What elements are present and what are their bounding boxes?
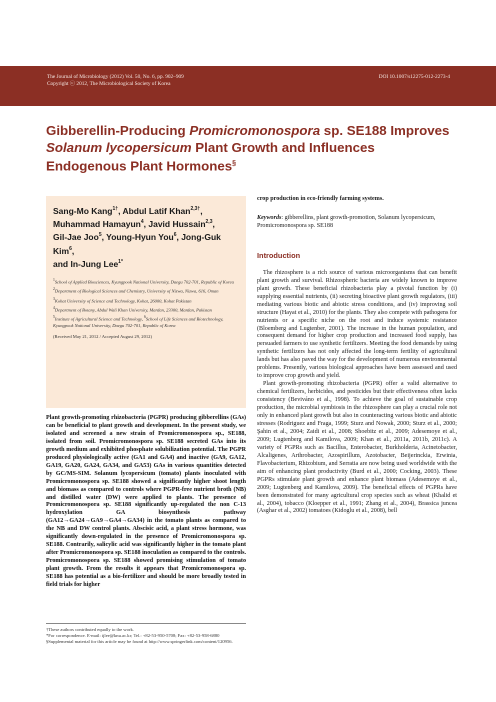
author-name: , Young-Hyun You (101, 232, 174, 243)
author-mark: 1† (112, 206, 119, 212)
affil-text: Kohat University of Science and Technology, Kohat, 26000, Kohat Pakistan (54, 298, 192, 304)
affil-text: School of Applied Biosciences, Kyungpook National University, Daegu 702-701, Republic of Korea (54, 279, 234, 285)
author-name: , Javid Hussain (143, 219, 206, 230)
affiliation (53, 315, 239, 328)
paragraph: The rhizosphere is a rich source of various microorganisms that can benefit plant growth and survival. Rhizospheric bacteria are widely known to improve plant growth. These beneficial rhizobacteria play a pivotal function by (i) supplying essential nutrients, (ii) secreting bioactive plant growth regulators, (iii) mediating various biotic and abiotic stress conditions, and (iv) improving soil structure (Hayat et al., 2010) for the plants. They also compete with pathogens for nutrients or a specific niche on the root and induce systemic resistance (Bloemberg and Lugtenber, 2001). The increase in the human population, and consequent demand for higher crop production and increased food supply, has persuaded farmers to use synthetic fertilizers. Meeting the food demands by using synthetic fertilizers has not only affected the long-term fertility of agricultural lands but has also paved the way for the development of numerous environmental problems. Presently, various biological approaches have been assessed and used to improve crop growth and yield. (257, 269, 457, 380)
affil-mark: 3 (53, 296, 55, 301)
affil-mark: 2 (53, 287, 55, 292)
footnote: *For correspondence. E-mail: ijlee@knu.ac.kr; Tel.: +82-53-950-5708; Fax: +82-53-958-6880 (46, 633, 220, 638)
author-mark: 6 (69, 245, 72, 252)
paragraph: Plant growth-promoting rhizobacteria (PGPR) offer a valid alternative to chemical fertilizers, herbicides, and pesticides but their effectiveness often lacks consistency (Beviváno et al., 1998). To achieve the goal of sustainable crop production, the microbial symbiosis in the rhizosphere can play a crucial role not only in enhanced plant growth but also in counteracting various biotic and abiotic stresses (Rodriguez and Fraga, 1999; Sturz and Nowak, 2000; Sturz et al., 2000; Şahin et al., 2004; Zaidi et al., 2008; Shoebitz et al., 2009; Adesemoye et al., 2009; Lugtenberg and Kamilova, 2009; Khan et al., 2011a, 2011b, 2011c). A variety of PGPRs such as Bacillus, Enterobacter, Burkholderia, Acinetobacter, Alcaligenes, Arthrobacter, Azospirillum, Azotobacter, Beijerinckia, Erwinia, Flavobacterium, Rhizobium, and Serratia are now being used worldwide with the aim of enhancing plant productivity (Burd et al., 2000; Cocking, 2003). These PGPRs stimulate plant growth and enhance plant biomass (Adesemoye et al., 2009; Lugtenberg and Kamilova, 2009). The beneficial effects of PGPRs have been demonstrated for many agricultural crop species such as wheat (Khalid et al., 2004), tobacco (Kloepper et al., 1991; Zhang et al., 2004), Brassica juncea (Asghar et al., 2002) tomatoes (Kidoglu et al., 2008), bell (257, 381, 457, 515)
affil-text: Department of Biological Sciences and Chemistry, University of Nizwa, Nizwa, 616, Oman (54, 288, 219, 294)
affiliations (53, 278, 239, 328)
author-name: , Abdul Latif Khan (118, 205, 191, 216)
footnote: †These authors contributed equally to the work. (46, 627, 134, 632)
author-mark: 2,3† (190, 206, 201, 212)
abstract-continued: crop production in eco-friendly farming systems. (257, 196, 384, 202)
author-sep: , (200, 205, 203, 216)
author-name: Gil-Jae Joo (53, 232, 99, 243)
article-title (46, 123, 456, 175)
affil-text: Department of Botany, Abdul Wali Khan University, Mardan, 23300, Mardan, Pakistan (54, 307, 212, 313)
author-mark: 4 (140, 219, 144, 226)
left-column (46, 196, 246, 590)
affil-text: Institute of Agricultural Science and Technology, (54, 316, 144, 322)
right-column (257, 196, 457, 516)
title-footnote-mark: § (232, 160, 237, 167)
journal-header-band (0, 66, 496, 106)
doi: DOI 10.1007/s12275-012-2273-4 (378, 74, 450, 80)
keywords-text: : gibberellins, plant growth-promotion, Solanum lycopersicum, Promicromonospora sp. SE188 (257, 214, 436, 229)
author-sep: , (212, 219, 215, 230)
author-mark: 6 (173, 232, 177, 239)
journal-citation (47, 74, 307, 89)
affiliation (53, 287, 239, 294)
received-dates: (Received May 21, 2012 / Accepted August 29, 2012) (53, 334, 153, 340)
keywords (257, 215, 457, 231)
author-name: Muhammad Hamayun (53, 219, 141, 230)
affiliation (53, 297, 239, 304)
section-heading-introduction: Introduction (257, 250, 301, 260)
author-name: , Jong-Guk Kim (53, 232, 221, 256)
affil-text: School of Life Sciences and Biotechnology, Kyungpook National University, Daegu 702-701, Republic of Korea (53, 316, 224, 328)
title-text: Gibberellin-Producing (46, 123, 190, 138)
title-text: Plant Growth and Influences Endogenous Plant Hormones (46, 139, 375, 174)
author-mark: 5 (98, 232, 102, 239)
author-mark: 1* (118, 258, 123, 265)
author-mark: 2,3 (205, 219, 213, 226)
title-text: sp. SE188 Improves (320, 123, 450, 138)
abstract: Plant growth-promoting rhizobacteria (PGPR) producing gibberellins (GAs) can be beneficial to plant growth and development. In the present study, we isolated and screened a new strain of Promicromonospora sp., SE188, isolated from soil. Promicromonospora sp. SE188 secreted GAs into its growth medium and exhibited phosphate solubilization potential. The PGPR produced physiologically active (GA1 and GA4) and inactive (GA9, GA12, GA19, GA20, GA24, GA34, and GA53) GAs in various quantities detected by GC/MS-SIM. Solanum lycopersicum (tomato) plants inoculated with Promicromonospora sp. SE188 showed a significantly higher shoot length and biomass as compared to controls where PGPR-free nutrient broth (NB) and distilled water (DW) were applied to plants. The presence of Promicromonospora sp. SE188 significantly up-regulated the non C-13 hydroxylation GA biosynthesis pathway (GA12→GA24→GA9→GA4→GA34) in the tomato plants as compared to the NB and DW control plants. Abscisic acid, a plant stress hormone, was significantly down-regulated in the presence of Promicromonospora sp. SE188. Contrarily, salicylic acid was significantly higher in the tomato plant after Promicromonospora sp. SE188 inoculation as compared to the controls. Promicromonospora sp. SE188 showed promising stimulation of tomato plant growth. From the results it appears that Promicromonospora sp. SE188 has potential as a bio-fertilizer and should be more broadly tested in field trials for higher (46, 415, 246, 589)
title-species: Solanum lycopersicum (46, 139, 192, 155)
author-sep: , (71, 245, 75, 256)
keywords-label: Keywords (257, 214, 282, 221)
author-name: and In-Jung Lee (53, 258, 119, 269)
affiliation (53, 278, 239, 285)
affil-mark: 6 (144, 315, 146, 320)
affil-mark: 1 (53, 278, 55, 283)
affiliation (53, 306, 239, 313)
journal-line: The Journal of Microbiology (2012) Vol. 50, No. 6, pp. 902–909 (47, 74, 184, 80)
affil-mark: 4 (53, 306, 55, 311)
footnotes (46, 623, 246, 645)
introduction-body (257, 270, 457, 517)
footnote: §Supplemental material for this article may be found at http://www.springerlink.com/content/120956. (46, 639, 233, 644)
author-name: Sang-Mo Kang (53, 205, 113, 216)
title-genus: Promicromonospora (189, 123, 321, 138)
author-box (46, 196, 246, 408)
affil-mark: 5 (53, 315, 55, 320)
author-list (53, 204, 239, 270)
copyright-line: Copyright ⓒ 2012, The Microbiological Society of Korea (47, 81, 171, 88)
